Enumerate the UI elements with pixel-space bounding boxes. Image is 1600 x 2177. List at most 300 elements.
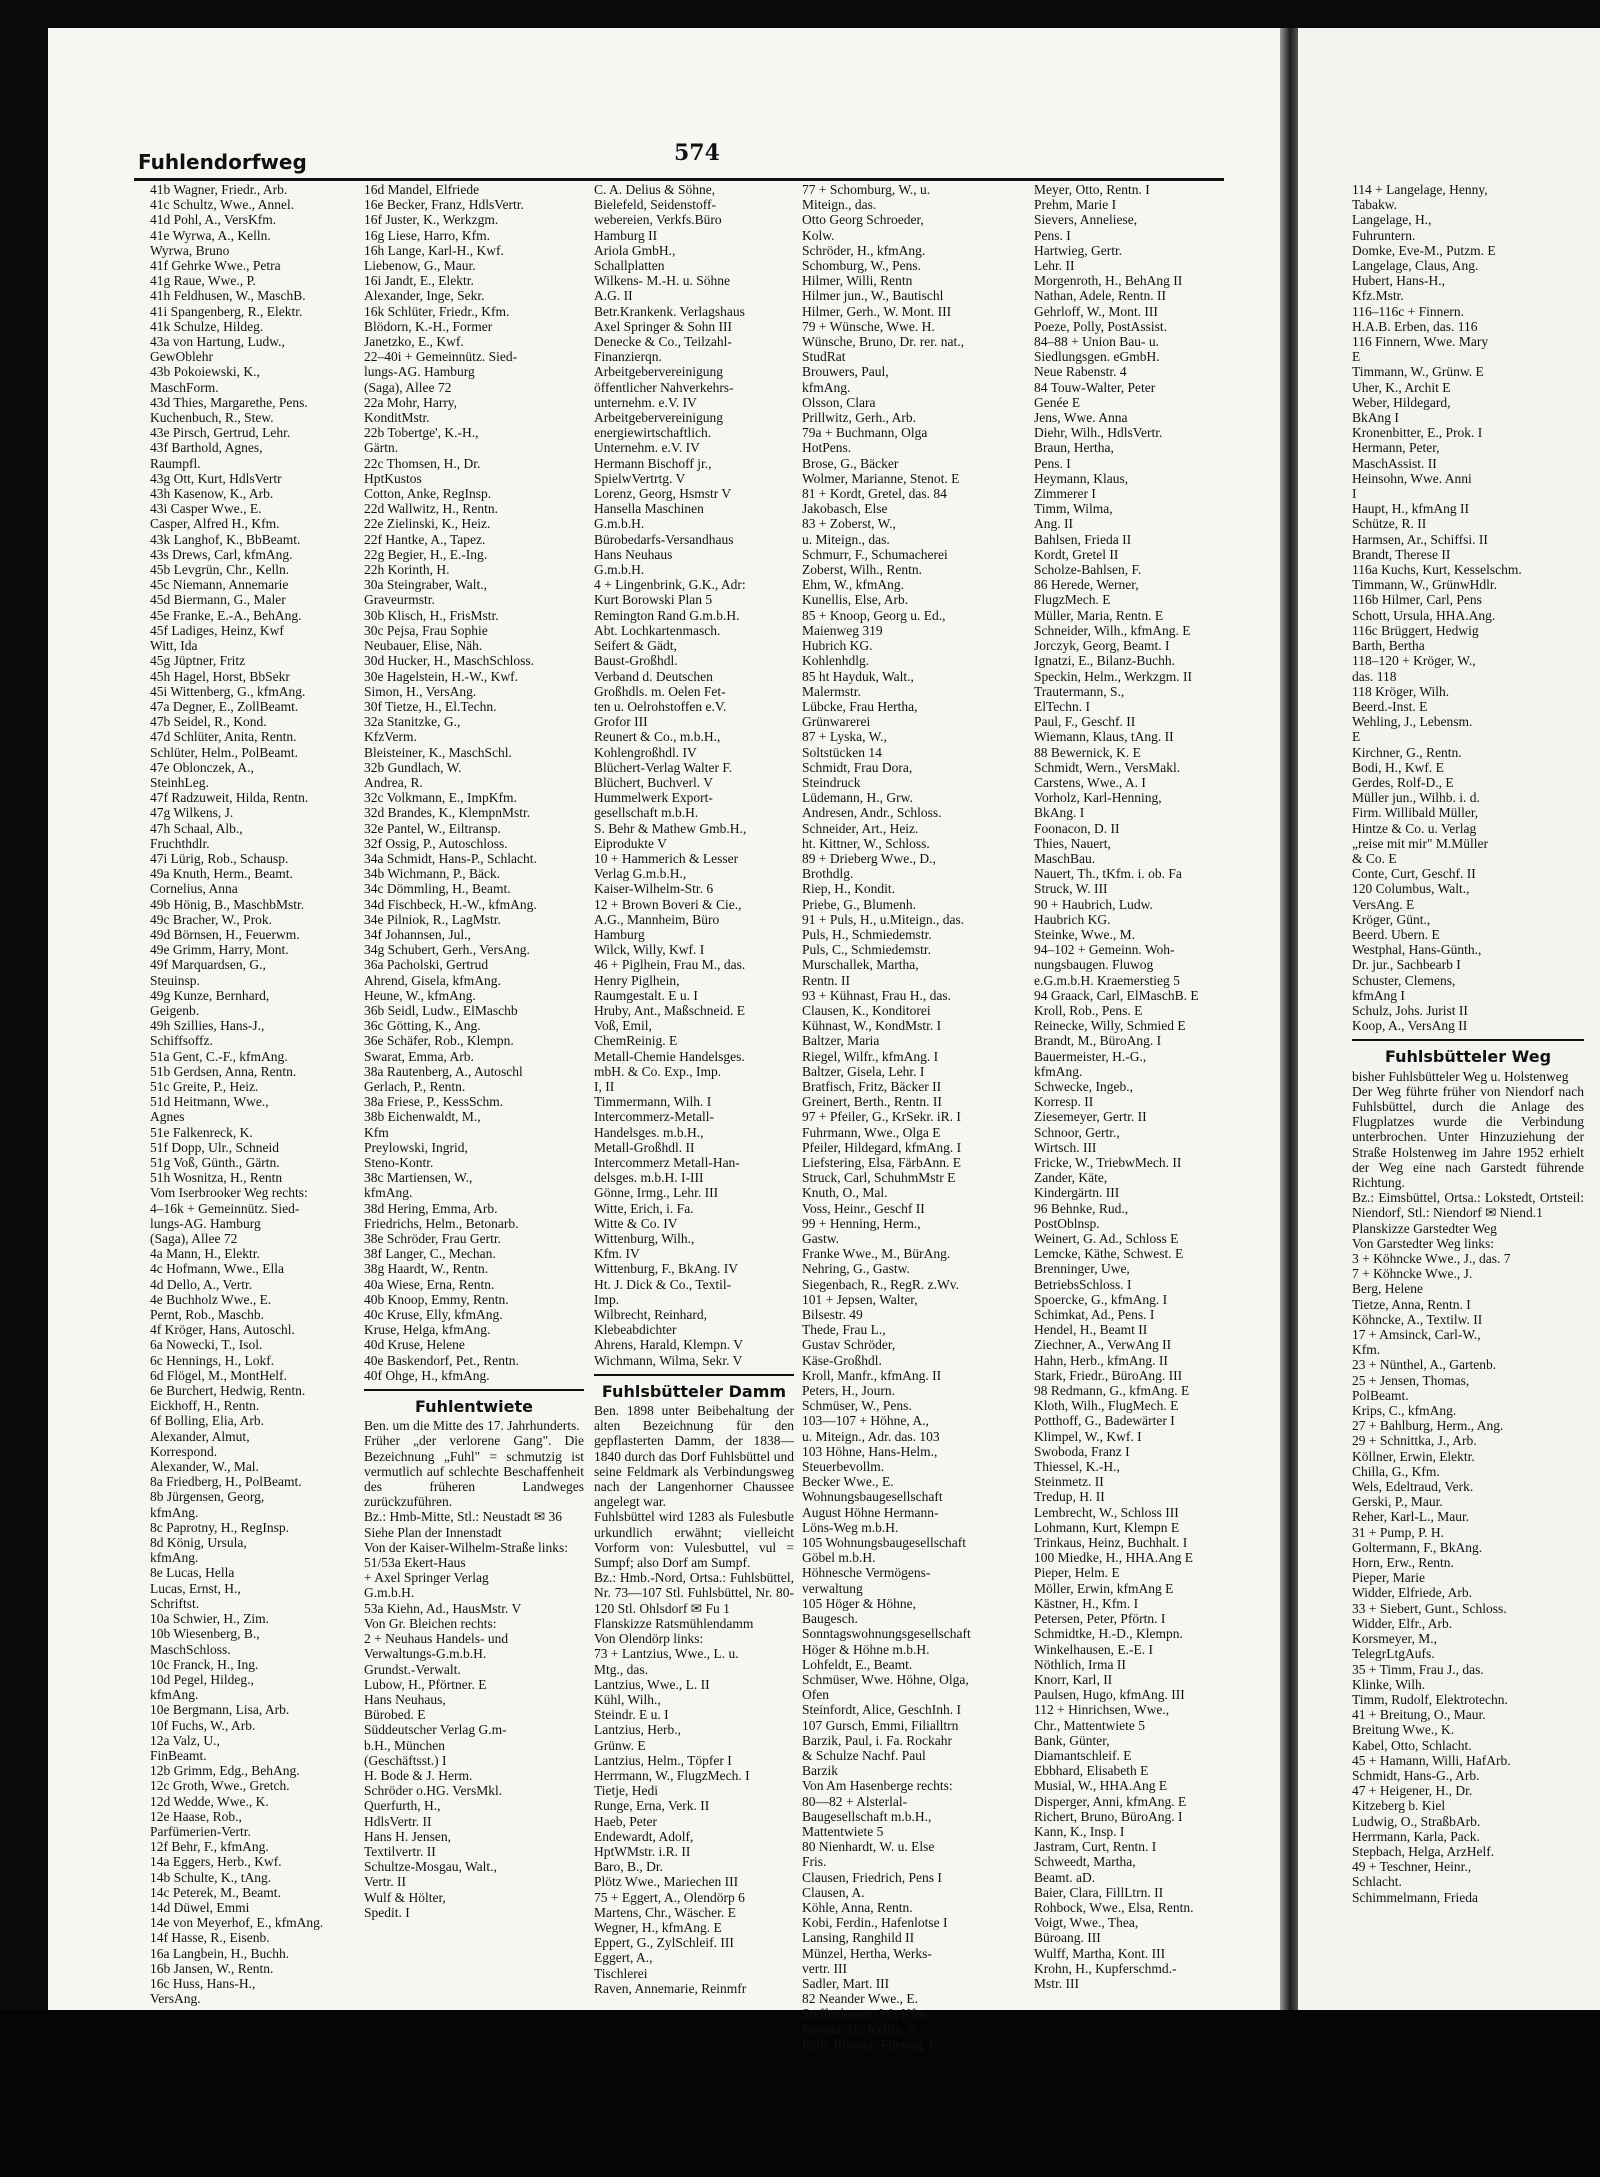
directory-entry: 43f Barthold, Agnes, (150, 440, 263, 456)
street-section-title: Fuhlentwiete (415, 1397, 533, 1417)
directory-entry: Müller jun., Wilhb. i. d. (1352, 790, 1480, 806)
directory-entry: 81 + Kordt, Gretel, das. 84 (802, 486, 947, 502)
directory-entry: Bilsestr. 49 (802, 1307, 863, 1323)
directory-entry: Barzik, Paul, i. Fa. Rockahr (802, 1732, 952, 1748)
directory-entry: Foonacon, D. II (1034, 820, 1120, 836)
directory-entry: 12e Haase, Rob., (150, 1808, 242, 1824)
column-1 (150, 182, 358, 2006)
directory-entry: Voss, Heinr., Geschf II (802, 1200, 925, 1216)
directory-entry: Liebenow, G., Maur. (364, 258, 476, 274)
directory-entry: 116b Hilmer, Carl, Pens (1352, 592, 1482, 608)
directory-entry: Timmann, W., GrünwHdlr. (1352, 577, 1498, 593)
street-description: Von Olendörp links: (594, 1631, 704, 1647)
directory-entry: Schmidt, Hans-G., Arb. (1352, 1767, 1480, 1783)
directory-entry: G.m.b.H. (594, 562, 645, 578)
directory-entry: Scholze-Bahlsen, F. (1034, 562, 1142, 578)
directory-entry: 49g Kunze, Bernhard, (150, 987, 270, 1003)
directory-entry: Paulsen, Hugo, kfmAng. III (1034, 1687, 1185, 1703)
directory-entry: Knuth, O., Mal. (802, 1185, 888, 1201)
directory-entry: Kruse, Helga, kfmAng. (364, 1322, 491, 1338)
directory-entry: Hilmer, Willi, Rentn (802, 273, 913, 289)
directory-entry: Widder, Elfriede, Arb. (1352, 1585, 1472, 1601)
section-rule (364, 1389, 584, 1391)
directory-entry: Schlacht. (1352, 1874, 1402, 1890)
directory-entry: 14e von Meyerhof, E., kfmAng. (150, 1915, 324, 1931)
directory-entry: 88 Bewernick, K. E (1034, 744, 1141, 760)
directory-entry: 43a von Hartung, Ludw., (150, 334, 285, 350)
directory-entry: Wels, Edeltraud, Verk. (1352, 1479, 1474, 1495)
directory-entry: Reinecke, Willy, Schmied E (1034, 1018, 1186, 1034)
directory-entry: 40f Ohge, H., kfmAng. (364, 1367, 490, 1383)
street-description: Flanskizze Ratsmühlendamm (594, 1615, 754, 1631)
directory-entry: Schweedt, Martha, (1034, 1854, 1136, 1870)
directory-entry: 14d Düwel, Emmi (150, 1899, 250, 1915)
directory-entry: Diehr, Wilh., HdlsVertr. (1034, 425, 1163, 441)
directory-entry: Wittenburg, Wilh., (594, 1231, 695, 1247)
directory-entry: Wirtsch. III (1034, 1139, 1097, 1155)
directory-entry: Harmsen, Ar., Schiffsi. II (1352, 531, 1488, 547)
column-4 (802, 182, 1034, 2052)
directory-entry: Pens. I (1034, 455, 1071, 471)
directory-entry: Steinmetz. II (1034, 1474, 1104, 1490)
directory-entry: 49d Börnsen, H., Feuerwm. (150, 926, 300, 942)
directory-entry: 41i Spangenberg, R., Elektr. (150, 303, 303, 319)
directory-entry: Pufe, Rotraut, Fürsorg. I (802, 2036, 934, 2052)
directory-entry: Voigt, Wwe., Thea, (1034, 1915, 1139, 1931)
directory-entry: Kühnast, W., KondMstr. I (802, 1018, 942, 1034)
directory-entry: I, II (594, 1078, 615, 1094)
directory-entry: 22b Tobertge', K.-H., (364, 425, 479, 441)
directory-entry: Schiffsoffz. (150, 1033, 213, 1049)
directory-entry: Hilmer jun., W., Bautischl (802, 288, 944, 304)
directory-entry: Olsson, Clara (802, 394, 876, 410)
directory-entry: 27 + Bahlburg, Herm., Ang. (1352, 1418, 1504, 1434)
directory-entry: Schütze, R. II (1352, 516, 1427, 532)
directory-entry: Schuster, Clemens, (1352, 972, 1456, 988)
directory-entry: Ziesemeyer, Gertr. II (1034, 1109, 1147, 1125)
directory-entry: Textilvertr. II (364, 1843, 436, 1859)
directory-entry: Wegner, H., kfmAng. E (594, 1919, 722, 1935)
directory-entry: Steindruck (802, 774, 861, 790)
directory-entry: Nauert, Th., tKfm. i. ob. Fa (1034, 866, 1182, 882)
directory-entry: Köhle, Anna, Rentn. (802, 1899, 913, 1915)
directory-entry: Struck, Carl, SchuhmMstr E (802, 1170, 956, 1186)
directory-entry: 118–120 + Kröger, W., (1352, 653, 1476, 669)
directory-entry: das. 118 (1352, 668, 1397, 684)
section-rule (1352, 1039, 1584, 1041)
directory-entry: KfzVerm. (364, 729, 417, 745)
directory-entry: Barth, Bertha (1352, 638, 1425, 654)
directory-entry: Geigenb. (150, 1002, 200, 1018)
directory-entry: 12c Groth, Wwe., Gretch. (150, 1778, 290, 1794)
directory-entry: 16a Langbein, H., Buchh. (150, 1945, 290, 1961)
directory-entry: Horn, Erw., Rentn. (1352, 1555, 1454, 1571)
directory-entry: Beerd. Ubern. E (1352, 926, 1440, 942)
directory-entry: 38f Langer, C., Mechan. (364, 1246, 496, 1262)
directory-entry: 10c Franck, H., Ing. (150, 1656, 259, 1672)
directory-entry: 38g Haardt, W., Rentn. (364, 1261, 489, 1277)
directory-entry: Stepbach, Helga, ArzHelf. (1352, 1843, 1495, 1859)
directory-entry: Vom Iserbrooker Weg rechts: (150, 1185, 308, 1201)
directory-entry: Witte, Erich, i. Fa. (594, 1200, 694, 1216)
directory-entry: lungs-AG. Hamburg (364, 364, 475, 380)
directory-entry: 22a Mohr, Harry, (364, 394, 458, 410)
directory-entry: 22e Zielinski, K., Heiz. (364, 516, 491, 532)
directory-entry: 16c Huss, Hans-H., (150, 1975, 256, 1991)
directory-entry: 51/53a Ekert-Haus (364, 1555, 466, 1571)
directory-entry: Krips, C., kfmAng. (1352, 1403, 1457, 1419)
street-description: Von Garstedter Weg links: (1352, 1235, 1495, 1251)
directory-entry: 90 + Haubrich, Ludw. (1034, 896, 1153, 912)
directory-entry: Runge, Erna, Verk. II (594, 1798, 710, 1814)
directory-entry: 30d Hucker, H., MaschSchloss. (364, 653, 535, 669)
directory-entry: Kfm (364, 1124, 389, 1140)
directory-entry: 32b Gundlach, W. (364, 759, 462, 775)
directory-entry: Steinfordt, Alice, GeschInh. I (802, 1702, 961, 1718)
running-head: Fuhlendorfweg (138, 150, 307, 174)
directory-entry: Bank, Günter, (1034, 1732, 1110, 1748)
directory-entry: 41h Feldhusen, W., MaschB. (150, 288, 306, 304)
directory-entry: Eppert, G., ZylSchleif. III (594, 1935, 734, 1951)
directory-entry: Betr.Krankenk. Verlagshaus (594, 303, 745, 319)
directory-entry: „reise mit mir" M.Müller (1352, 835, 1488, 851)
directory-entry: Maienweg 319 (802, 622, 883, 638)
directory-entry: VersAng. E (1352, 896, 1415, 912)
directory-entry: FinBeamt. (150, 1747, 207, 1763)
directory-entry: Parfümerien-Vertr. (150, 1823, 251, 1839)
directory-entry: 6e Burchert, Hedwig, Rentn. (150, 1383, 306, 1399)
directory-entry: 45e Franke, E.-A., BehAng. (150, 607, 302, 623)
directory-entry: BkAng I (1352, 410, 1399, 426)
directory-entry: Weinert, G. Ad., Schloss E (1034, 1231, 1179, 1247)
directory-entry: Wittenburg, F., BkAng. IV (594, 1261, 738, 1277)
directory-entry: Korrespond. (150, 1443, 218, 1459)
directory-entry: 22h Korinth, H. (364, 562, 450, 578)
directory-entry: 10d Pegel, Hildeg., (150, 1671, 254, 1687)
directory-entry: 6c Hennings, H., Lokf. (150, 1352, 275, 1368)
directory-entry: Tietje, Hedi (594, 1783, 658, 1799)
directory-entry: Breitung Wwe., K. (1352, 1722, 1455, 1738)
directory-entry: nungsbaugen. Fluwog (1034, 957, 1154, 973)
directory-entry: TelegrLtgAufs. (1352, 1646, 1435, 1662)
directory-entry: Knorr, Karl, II (1034, 1671, 1113, 1687)
directory-entry: 47b Seidel, R., Kond. (150, 714, 267, 730)
directory-entry: 100 Miedke, H., HHA.Ang E (1034, 1550, 1193, 1566)
directory-entry: 49e Grimm, Harry, Mont. (150, 942, 289, 958)
directory-entry: 77 + Schomburg, W., u. (802, 182, 931, 197)
directory-entry: 38c Martiensen, W., (364, 1170, 473, 1186)
directory-entry: mbH. & Co. Exp., Imp. (594, 1063, 722, 1079)
directory-entry: Preylowski, Ingrid, (364, 1139, 468, 1155)
directory-entry: Lansing, Ranghild II (802, 1930, 915, 1946)
street-description: Bz.: Eimsbüttel, Ortsa.: Lokstedt, Ortsteil: Niendorf, Stl.: Niendorf ✉ Niend.1 (1352, 1190, 1584, 1221)
directory-entry: öffentlicher Nahverkehrs- (594, 379, 734, 395)
directory-entry: Brouwers, Paul, (802, 364, 889, 380)
directory-entry: Lüdemann, H., Grw. (802, 790, 913, 806)
directory-entry: BetriebsSchloss. I (1034, 1276, 1132, 1292)
directory-entry: I (1352, 486, 1357, 502)
directory-entry: 16d Mandel, Elfriede (364, 182, 480, 197)
directory-entry: Von Gr. Bleichen rechts: (364, 1615, 497, 1631)
directory-entry: 40b Knoop, Emmy, Rentn. (364, 1291, 509, 1307)
directory-entry: Verlag G.m.b.H., (594, 866, 687, 882)
directory-entry: Zoberst, Wilh., Rentn. (802, 562, 922, 578)
directory-entry: 89 + Drieberg Wwe., D., (802, 850, 936, 866)
directory-entry: 75 + Eggert, A., Olendörp 6 (594, 1889, 745, 1905)
directory-entry: Lucas, Ernst, H., (150, 1580, 241, 1596)
directory-entry: (Saga), Allee 72 (364, 379, 452, 395)
directory-entry: & Co. E (1352, 850, 1397, 866)
directory-entry: 118 Kröger, Wilh. (1352, 683, 1450, 699)
directory-entry: Alexander, W., Mal. (150, 1459, 259, 1475)
directory-entry: 41b Wagner, Friedr., Arb. (150, 182, 288, 197)
directory-entry: 107 Gursch, Emmi, Filialltrn (802, 1717, 959, 1733)
directory-entry: Kroll, Manfr., kfmAng. II (802, 1367, 942, 1383)
directory-entry: Casper, Alfred H., Kfm. (150, 516, 280, 532)
directory-entry: Von Am Hasenberge rechts: (802, 1778, 953, 1794)
directory-entry: Bodi, H., Kwf. E (1352, 759, 1444, 775)
directory-entry: H. Bode & J. Herm. (364, 1767, 473, 1783)
directory-entry: Eiprodukte V (594, 835, 667, 851)
directory-entry: 14c Peterek, M., Beamt. (150, 1884, 281, 1900)
directory-entry: Plötz Wwe., Mariechen III (594, 1874, 739, 1890)
directory-entry: Ht. J. Dick & Co., Textil- (594, 1276, 732, 1292)
directory-entry: Schriftst. (150, 1595, 200, 1611)
directory-entry: Goltermann, F., BkAng. (1352, 1539, 1483, 1555)
directory-entry: 16i Jandt, E., Elektr. (364, 273, 474, 289)
directory-entry: Miteign., das. (802, 197, 877, 213)
directory-entry: 30a Steingraber, Walt., (364, 577, 487, 593)
directory-entry: 22c Thomsen, H., Dr. (364, 455, 481, 471)
directory-entry: Langelage, Claus, Ang. (1352, 258, 1479, 274)
directory-entry: 86 Herede, Werner, (1034, 577, 1139, 593)
directory-entry: Sievers, Anneliese, (1034, 212, 1138, 228)
directory-entry: Kloth, Wilh., FlugMech. E (1034, 1398, 1179, 1414)
directory-entry: PostOblnsp. (1034, 1215, 1100, 1231)
directory-entry: 43h Kasenow, K., Arb. (150, 486, 274, 502)
directory-entry: Köllner, Erwin, Elektr. (1352, 1448, 1475, 1464)
directory-entry: Gastw. (802, 1231, 839, 1247)
directory-entry: Lemcke, Käthe, Schwest. E (1034, 1246, 1184, 1262)
directory-entry: Disperger, Anni, kfmAng. E (1034, 1793, 1187, 1809)
directory-entry: Clausen, Friedrich, Pens I (802, 1869, 942, 1885)
scan-border-left (0, 0, 48, 2177)
directory-entry: Baltzer, Gisela, Lehr. I (802, 1063, 925, 1079)
directory-entry: Lübcke, Frau Hertha, (802, 698, 918, 714)
directory-entry: 43d Thies, Margarethe, Pens. (150, 394, 308, 410)
directory-entry: 10e Bergmann, Lisa, Arb. (150, 1702, 290, 1718)
directory-entry: Ahrens, Harald, Klempn. V (594, 1337, 743, 1353)
directory-entry: Korsmeyer, M., (1352, 1631, 1437, 1647)
directory-entry: kfmAng. (364, 1185, 413, 1201)
directory-entry: Jastram, Curt, Rentn. I (1034, 1839, 1157, 1855)
directory-entry: 41e Wyrwa, A., Kelln. (150, 227, 271, 243)
directory-entry: Bauermeister, H.-G., (1034, 1048, 1147, 1064)
directory-entry: 38b Eichenwaldt, M., (364, 1109, 481, 1125)
directory-entry: Henry Piglhein, (594, 972, 680, 988)
directory-entry: 3 + Köhncke Wwe., J., das. 7 (1352, 1251, 1511, 1267)
directory-entry: 45d Biermann, G., Maler (150, 592, 286, 608)
directory-entry: energiewirtschaftlich. (594, 425, 712, 441)
directory-entry: MaschForm. (150, 379, 219, 395)
directory-entry: 103—107 + Höhne, A., (802, 1413, 929, 1429)
directory-entry: 41f Gehrke Wwe., Petra (150, 258, 281, 274)
directory-entry: Lubow, H., Pförtner. E (364, 1676, 487, 1692)
directory-entry: Hamburg II (594, 227, 658, 243)
directory-entry: Schmüser, W., Pens. (802, 1398, 912, 1414)
directory-entry: 94–102 + Gemeinn. Woh- (1034, 942, 1175, 958)
directory-entry: Köhncke, A., Textilw. II (1352, 1311, 1483, 1327)
directory-entry: 73 + Lantzius, Wwe., L. u. (594, 1646, 739, 1662)
directory-entry: 41 + Breitung, O., Maur. (1352, 1707, 1486, 1723)
directory-entry: 22–40i + Gemeinnütz. Sied- (364, 349, 518, 365)
directory-entry: Witt, Ida (150, 638, 198, 654)
directory-entry: Wilkens- M.-H. u. Söhne (594, 273, 730, 289)
directory-entry: Alexander, Almut, (150, 1428, 250, 1444)
directory-entry: Hintze & Co. u. Verlag (1352, 820, 1477, 836)
directory-entry: Thiessel, K.-H., (1034, 1459, 1120, 1475)
directory-entry: Kurt Borowski Plan 5 (594, 592, 713, 608)
directory-entry: Beamt. aD. (1034, 1869, 1096, 1885)
directory-entry: 83 + Zoberst, W., (802, 516, 896, 532)
directory-entry: Möller, Erwin, kfmAng E (1034, 1580, 1174, 1596)
directory-entry: 8d König, Ursula, (150, 1535, 247, 1551)
directory-entry: Voß, Emil, (594, 1018, 652, 1034)
directory-entry: ten u. Oelrohstoffen e.V. (594, 698, 727, 714)
directory-entry: Chilla, G., Kfm. (1352, 1463, 1440, 1479)
directory-entry: Steuerbevollm. (802, 1459, 885, 1475)
directory-entry: Petersen, Peter, Pförtn. I (1034, 1611, 1166, 1627)
directory-entry: E (1352, 729, 1361, 745)
directory-entry: Klebeabdichter (594, 1322, 677, 1338)
directory-entry: Prillwitz, Gerh., Arb. (802, 410, 916, 426)
directory-entry: Grofor III (594, 714, 648, 730)
directory-entry: Priebe, G., Blumenh. (802, 896, 916, 912)
directory-entry: Greinert, Berth., Rentn. II (802, 1094, 942, 1110)
directory-entry: Hubrich KG. (802, 638, 873, 654)
directory-entry: Kroll, Rob., Pens. E (1034, 1002, 1143, 1018)
directory-entry: Dr. jur., Sachbearb I (1352, 957, 1461, 973)
directory-entry: 7 + Köhncke Wwe., J. (1352, 1266, 1473, 1282)
directory-entry: Puls, H., Schmiedemstr. (802, 926, 932, 942)
directory-entry: 32c Volkmann, E., ImpKfm. (364, 790, 517, 806)
directory-entry: Berg, Helene (1352, 1281, 1423, 1297)
directory-entry: Brandt, M., BüroAng. I (1034, 1033, 1162, 1049)
directory-entry: Kolw. (802, 227, 835, 243)
directory-entry: Steindr. E u. I (594, 1707, 669, 1723)
directory-entry: 30c Pejsa, Frau Sophie (364, 622, 488, 638)
directory-entry: 30e Hagelstein, H.-W., Kwf. (364, 668, 518, 684)
directory-entry: Reunert & Co., m.b.H., (594, 729, 721, 745)
directory-entry: 47i Lürig, Rob., Schausp. (150, 850, 289, 866)
directory-entry: 22f Hantke, A., Tapez. (364, 531, 486, 547)
directory-entry: G.m.b.H. (594, 516, 645, 532)
directory-entry: Denecke & Co., Teilzahl- (594, 334, 732, 350)
directory-entry: Wohnungsbaugesellschaft (802, 1489, 943, 1505)
directory-entry: Wichmann, Wilma, Sekr. V (594, 1352, 743, 1368)
directory-entry: Andrea, R. (364, 774, 423, 790)
directory-entry: 120 Columbus, Walt., (1352, 881, 1470, 897)
directory-entry: 25 + Jensen, Thomas, (1352, 1372, 1470, 1388)
directory-entry: 87 + Lyska, W., (802, 729, 887, 745)
directory-entry: Löns-Weg m.b.H. (802, 1519, 899, 1535)
directory-entry: 51h Wosnitza, H., Rentn (150, 1170, 283, 1186)
directory-entry: Zimmerer I (1034, 486, 1096, 502)
directory-entry: 47e Oblonczek, A., (150, 759, 254, 775)
directory-entry: Finanzierqn. (594, 349, 662, 365)
directory-entry: Gerlach, P., Rentn. (364, 1078, 466, 1094)
directory-entry: Verband d. Deutschen (594, 668, 713, 684)
directory-entry: 8a Friedberg, H., PolBeamt. (150, 1474, 302, 1490)
directory-entry: A.G., Mannheim, Büro (594, 911, 720, 927)
directory-entry: Imp. (594, 1291, 620, 1307)
directory-entry: 45 + Hamann, Willi, HafArb. (1352, 1752, 1511, 1768)
directory-entry: Jens, Wwe. Anna (1034, 410, 1128, 426)
directory-entry: Steffenhagen, W., Kfm. (802, 2006, 930, 2022)
directory-entry: 16k Schlüter, Friedr., Kfm. (364, 303, 510, 319)
scan-border-bottom (0, 2010, 1600, 2177)
street-description: Fuhlsbüttel wird 1283 als Fulesbutle urkundlich erwähnt; vielleicht Vorform von: Vulesbuttel, vul = Sumpf; also Dorf am Sumpf. (594, 1509, 794, 1571)
directory-entry: Wilck, Willy, Kwf. I (594, 942, 705, 958)
directory-entry: Schallplatten (594, 258, 665, 274)
directory-entry: Fruchthdlr. (150, 835, 210, 851)
directory-entry: Morgenroth, H., BehAng II (1034, 273, 1183, 289)
directory-entry: 51g Voß, Günth., Gärtn. (150, 1155, 280, 1170)
directory-entry: Raumpfl. (150, 455, 201, 471)
directory-entry: 8b Jürgensen, Georg, (150, 1489, 265, 1505)
directory-entry: Lembrecht, W., Schloss III (1034, 1504, 1179, 1520)
directory-entry: Tredup, H. II (1034, 1489, 1105, 1505)
directory-entry: Diamantschleif. E (1034, 1747, 1132, 1763)
directory-entry: Andresen, Andr., Schloss. (802, 805, 942, 821)
directory-entry: 41c Schultz, Wwe., Annel. (150, 197, 295, 213)
directory-entry: ChemReinig. E (594, 1033, 678, 1049)
column-5 (1034, 182, 1258, 1991)
page-header (134, 140, 1224, 181)
directory-entry: 43i Casper Wwe., E. (150, 501, 262, 517)
directory-entry: Müller, Maria, Rentn. E (1034, 607, 1164, 623)
directory-entry: Kohlenhdlg. (802, 653, 870, 669)
directory-entry: 43k Langhof, K., BbBeamt. (150, 531, 301, 547)
directory-entry: Ariola GmbH., (594, 242, 676, 258)
directory-entry: Ahrend, Gisela, kfmAng. (364, 972, 501, 988)
directory-entry: 12d Wedde, Wwe., K. (150, 1793, 269, 1809)
directory-entry: Metall-Chemie Handelsges. (594, 1048, 745, 1064)
directory-entry: Kaiser-Wilhelm-Str. 6 (594, 881, 714, 897)
directory-entry: 8c Paprotny, H., RegInsp. (150, 1519, 289, 1535)
directory-entry: 4c Hofmann, Wwe., Ella (150, 1261, 284, 1277)
directory-entry: 6f Bolling, Elia, Arb. (150, 1413, 264, 1429)
street-description: Ben. 1898 unter Beibehaltung der alten Bezeichnung für den gepflasterten Damm, der 1838—1840 durch das Dorf Fuhlsbüttel und seine Feldmark als Verbindungsweg nach der Langenhorner Chaussee angelegt war. (594, 1403, 794, 1510)
directory-entry: Pfeiler, Hildegard, kfmAng. I (802, 1139, 962, 1155)
directory-entry: Martens, Chr., Wäscher. E (594, 1904, 736, 1920)
directory-entry: Hans Neuhaus (594, 546, 673, 562)
directory-entry: 12 + Brown Boveri & Cie., (594, 896, 742, 912)
directory-entry: Witte & Co. IV (594, 1215, 678, 1231)
directory-entry: 34e Pilniok, R., LagMstr. (364, 911, 501, 927)
directory-entry: 6a Nowecki, T., Isol. (150, 1337, 263, 1353)
directory-entry: Struck, W. III (1034, 881, 1108, 897)
directory-entry: Wehling, J., Lebensm. (1352, 714, 1473, 730)
directory-entry: Gerski, P., Maur. (1352, 1494, 1443, 1510)
directory-entry: 91 + Puls, H., u.Miteign., das. (802, 911, 965, 927)
directory-entry: (Geschäftsst.) I (364, 1752, 447, 1768)
directory-entry: Pieper, Marie (1352, 1570, 1425, 1586)
directory-entry: verwaltung (802, 1580, 863, 1596)
directory-entry: 47a Degner, E., ZollBeamt. (150, 698, 299, 714)
directory-entry: 51c Greite, P., Heiz. (150, 1078, 259, 1094)
directory-entry: Schimkat, Ad., Pens. I (1034, 1307, 1155, 1323)
